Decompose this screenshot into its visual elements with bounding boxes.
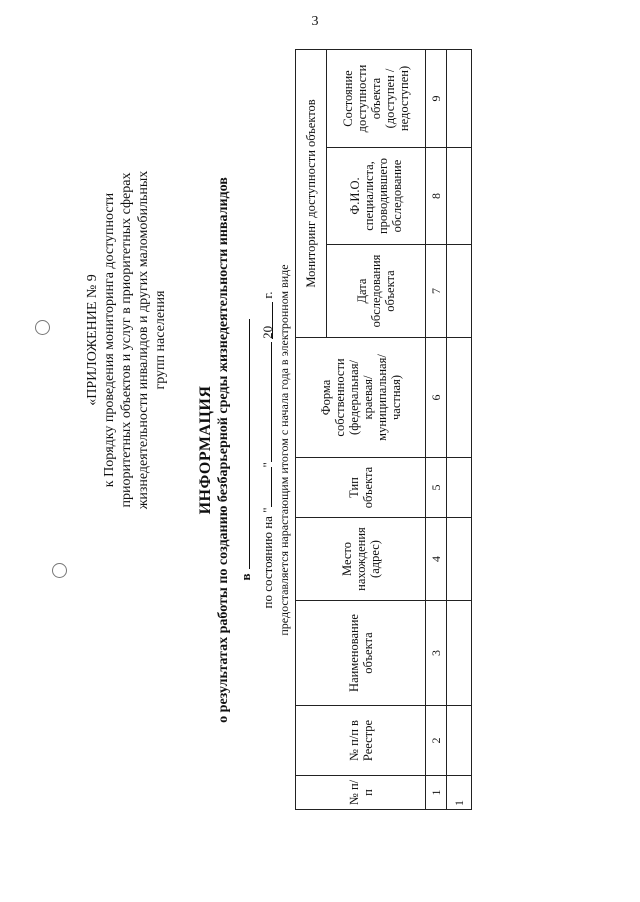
header-object-name: Наименование объекта (296, 601, 426, 706)
date-field (259, 50, 276, 850)
appendix-title: «ПРИЛОЖЕНИЕ № 9 (85, 274, 100, 406)
table-cell (447, 706, 472, 776)
column-number: 3 (426, 601, 447, 706)
note-text: предоставляется нарастающим итогом с начала года в электронном виде (277, 264, 291, 636)
date-prefix: по состоянию на " (260, 507, 275, 609)
column-number: 4 (426, 518, 447, 601)
table-cell (447, 148, 472, 245)
appendix-line: жизнедеятельности инвалидов и других маломобильных (136, 170, 151, 510)
appendix-line: к Порядку проведения мониторинга доступности (102, 192, 117, 488)
location-prefix: в (238, 573, 253, 581)
column-number: 9 (426, 49, 447, 147)
document-subtitle: о результатах работы по созданию безбарьерной среды жизнедеятельности инвалидов (216, 177, 231, 723)
column-number: 1 (426, 776, 447, 810)
header-accessibility-state: Состояние доступности объекта (доступен / недоступен) (327, 49, 426, 147)
table-cell (447, 601, 472, 706)
table-cell (447, 245, 472, 338)
monitoring-table (295, 49, 472, 810)
landscape-page (18, 50, 608, 850)
header-specialist: Ф.И.О. специалиста, проводившего обследование (327, 148, 426, 245)
table-cell (447, 518, 472, 601)
header-ownership: Форма собственности (федеральная/ краевая/ муниципальная/ частная) (296, 338, 426, 458)
header-object-type: Тип объекта (296, 458, 426, 518)
appendix-line: групп населения (153, 290, 168, 390)
header-registry-num: № п/п в Реестре (296, 706, 426, 776)
document-title: ИНФОРМАЦИЯ (197, 385, 214, 515)
page-number: 3 (311, 14, 319, 29)
header-survey-date: Дата обследования объекта (327, 245, 426, 338)
year-suffix: г. (260, 291, 275, 299)
table-cell: 1 (447, 776, 472, 810)
day-blank (259, 467, 272, 507)
month-blank (259, 342, 272, 462)
table-cell (447, 458, 472, 518)
year-prefix: 20 (260, 325, 275, 339)
appendix-line: приоритетных объектов и услуг в приоритетных сферах (119, 172, 134, 508)
column-number: 5 (426, 458, 447, 518)
table-cell (447, 338, 472, 458)
column-number: 7 (426, 245, 447, 338)
date-mid: " (260, 462, 275, 468)
column-number: 6 (426, 338, 447, 458)
location-field (237, 50, 254, 850)
header-monitoring-group: Мониторинг доступности объектов (296, 49, 327, 337)
location-blank-line (237, 319, 250, 569)
column-number: 2 (426, 706, 447, 776)
year-field (260, 302, 273, 339)
header-num: № п/п (296, 776, 426, 810)
column-number: 8 (426, 148, 447, 245)
table-cell (447, 49, 472, 147)
appendix-block (84, 50, 169, 850)
header-address: Место нахождения (адрес) (296, 518, 426, 601)
